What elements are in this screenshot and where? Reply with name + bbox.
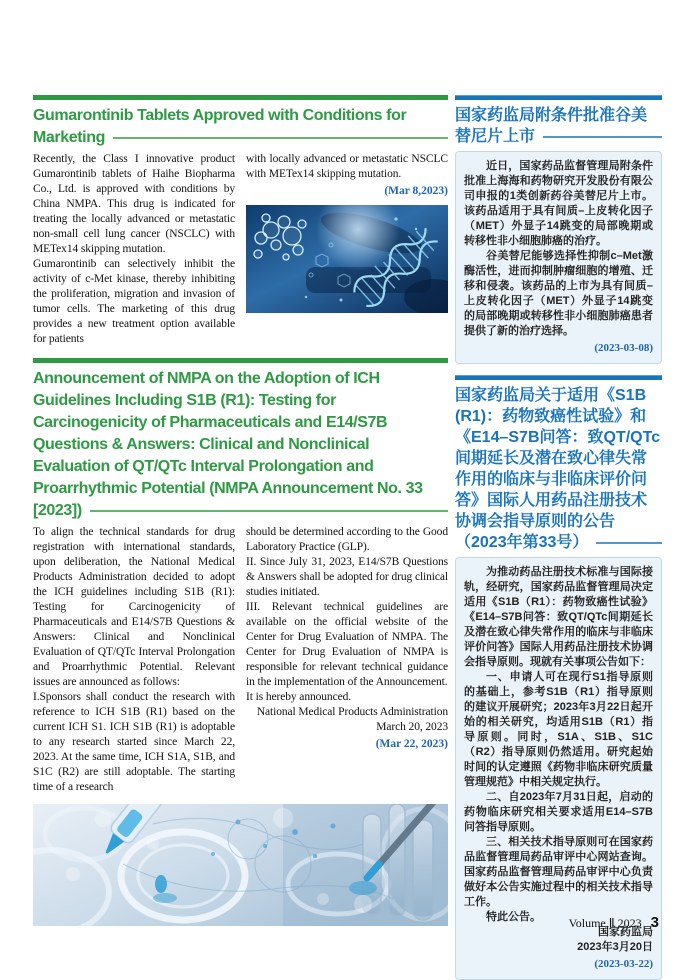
body-paragraph: 为推动药品注册技术标准与国际接轨，经研究，国家药品监督管理局决定适用《S1B（R1）：药物致癌性试验》《E14–S7B问答：致QT/QTc间期延长及潜在致心律失常作用的临床与非临床评价问答》国际人用药品注册技术协调会指导原则。现就有关事项公告如下： [464, 566, 653, 668]
publish-date: (2023-03-22) [594, 958, 653, 970]
publish-date: (Mar 22, 2023) [375, 738, 448, 750]
body-paragraph: Recently, the Class I innovative product Gumarontinib tablets of Haihe Biopharma Co., Ltd. is approved with conditions by China NMPA. This drug is indicated for treating the locally advanced or metastatic non-small cell lung cancer (NSCLC) with METex14 skipping mutation. [33, 153, 235, 255]
title-text-last: [2023]) [33, 502, 82, 519]
title-text: 国家药监局附条件批准谷美 [455, 107, 648, 124]
article-zh-gumarontinib [455, 95, 662, 364]
section-divider-bar-green [33, 358, 448, 363]
english-column [33, 95, 448, 980]
article-zh-ich-announcement [455, 375, 662, 980]
body-paragraph: It is hereby announced. [246, 691, 351, 703]
publish-date: (Mar 8,2023) [384, 185, 448, 197]
title-rule-blue [596, 542, 662, 544]
body-paragraph: with locally advanced or metastatic NSCLC with METex14 skipping mutation. [246, 153, 448, 180]
body-paragraph: 三、相关技术指导原则可在国家药品监督管理局药品审评中心网站查询。国家药品监督管理局药品审评中心负责做好本公告实施过程中的相关技术指导工作。 [464, 836, 653, 908]
text-column-1 [33, 525, 235, 795]
title-text-last: （2023年第33号） [455, 534, 589, 551]
body-paragraph: I.Sponsors shall conduct the research with reference to ICH S1B (R1) based on the current ICH S1. ICH S1B (R1) is adoptable to any research started since March 22, 2023. At the same time, ICH S1A, S1B, and S1C (R2) are still adoptable. The starting time of a research [33, 691, 235, 793]
body-paragraph: II. Since July 31, 2023, E14/S7B Questions & Answers shall be adopted for drug clinical studies initiated. [246, 556, 448, 598]
page-number: 3 [650, 914, 659, 931]
dna-research-photo [246, 205, 448, 313]
body-paragraph: 二、自2023年7月31日起，启动的药物临床研究相关要求适用E14–S7B问答指导原则。 [464, 791, 653, 833]
section-divider-bar-green [33, 95, 448, 100]
page-footer [569, 914, 659, 931]
article-title-en-2 [33, 368, 448, 522]
section-divider-bar-blue [455, 375, 662, 380]
body-paragraph: 谷美替尼能够选择性抑制c–Met激酶活性，进而抑制肿瘤细胞的增殖、迁移和侵袭。该药品的上市为具有间质–上皮转化因子（MET）外显子14跳变的局部晚期或转移性非小细胞肺癌患者提供了新的治疗选择。 [464, 250, 653, 337]
article-en-gumarontinib [33, 95, 448, 347]
body-paragraph: Gumarontinib can selectively inhibit the activity of c-Met kinase, thereby inhibiting the proliferation, migration and invasion of tumor cells. The marketing of this drug provides a new treatment option available for patients [33, 258, 235, 345]
body-paragraph: 特此公告。 [486, 911, 541, 923]
lab-glassware-photo [33, 804, 448, 926]
article-title-zh-2 [455, 385, 662, 553]
title-text-last: 替尼片上市 [455, 128, 536, 145]
text-column-2 [246, 152, 448, 347]
title-text: Gumarontinib Tablets Approved with Conditions for [33, 107, 407, 124]
text-column-1 [33, 152, 235, 347]
text-column-2 [246, 525, 448, 795]
signature-date: 2023年3月20日 [577, 941, 653, 953]
body-paragraph: 一、申请人可在现行S1指导原则的基础上，参考S1B（R1）指导原则的建议开展研究；2023年3月22日起开始的相关研究，均适用S1B（R1）指导原则。同时，S1A、S1B、S1C（R2）指导原则仍然适用。研究起始时间的认定遵照《药物非临床研究质量管理规范》中相关规定执行。 [464, 671, 653, 788]
signature-line: National Medical Products Administration [256, 706, 448, 718]
signature-date: March 20, 2023 [376, 721, 448, 733]
body-paragraph: To align the technical standards for drug registration with international standards, upon deliberation, the National Medical Products Administration decided to adopt the ICH guidelines including S1B (R1): Testing for Carcinogenicity of Pharmaceuticals and E14/S7B Questions & Answers: Clinical and Nonclinical Evaluation of QT/QTc Interval Prolongation and Proarrhythmic Potential. Relevant issues are announced as follows: [33, 526, 235, 688]
volume-label: Volume Ⅱ 2023 [568, 916, 642, 930]
title-text-last: Marketing [33, 129, 105, 146]
body-paragraph: III. Relevant technical guidelines are available on the official website of the Center for Drug Evaluation of NMPA. The Center for Drug Evaluation of NMPA is responsible for relevant technical guidance in the implementation of the Announcement. [246, 601, 448, 688]
signature-line: 国家药监局 [598, 926, 653, 938]
article-title-en-1 [33, 105, 448, 149]
title-text: 国家药监局关于适用《S1B (R1)：药物致癌性试验》和《E14–S7B问答：致QT/QTc间期延长及潜在致心律失常作用的临床与非临床评价问答》国际人用药品注册技术协调会指导原则的公告 [455, 387, 661, 530]
article-title-zh-1 [455, 105, 662, 147]
title-rule-green [90, 510, 448, 512]
title-rule-green [113, 137, 448, 139]
title-text: Announcement of NMPA on the Adoption of ICH Guidelines Including S1B (R1): Testing for Carcinogenicity of Pharmaceuticals and E14/S7B Questions & Answers: Clinical and Nonclinical Evaluation of QT/QTc Interval Prolongation and Proarrhythmic Potential (NMPA Announcement No. 33 [33, 370, 423, 497]
body-paragraph: should be determined according to the Good Laboratory Practice (GLP). [246, 526, 448, 553]
title-rule-blue [543, 136, 662, 138]
section-divider-bar-blue [455, 95, 662, 100]
chinese-text-panel [455, 151, 662, 364]
article-en-ich-announcement [33, 358, 448, 795]
publish-date: (2023-03-08) [594, 342, 653, 354]
chinese-column [455, 95, 662, 980]
body-paragraph: 近日，国家药品监督管理局附条件批准上海海和药物研究开发股份有限公司申报的1类创新药谷美替尼片上市。该药品适用于具有间质–上皮转化因子（MET）外显子14跳变的局部晚期或转移性非小细胞肺癌的治疗。 [464, 160, 653, 247]
